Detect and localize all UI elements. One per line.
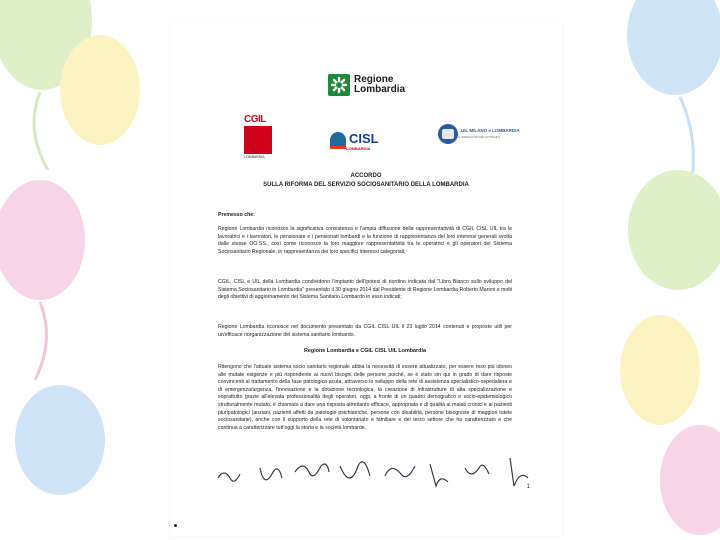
document-title	[170, 172, 562, 190]
balloon-pink-right	[660, 425, 720, 535]
paragraph-1: Regione Lombardia riconosce la significativa consistenza e l'ampia diffusione della rappresentatività di CGIL CISL UIL tra le lavoratrici e i lavoratori, le pensionate e i pensionati lombardi e la funzione di rappresentanza dei loro interessi generali svolta dalle stesse OO.SS., così come riconosce la loro maggiore rappresentatività tra le operatrici e gli operatori del Sistema Sociosanitario Regionale, in rappresentanza dei loro specifici interessi categoriali;	[218, 226, 512, 255]
document-page	[170, 22, 562, 536]
page-number: 1	[526, 484, 530, 490]
cisl-logo	[330, 132, 379, 151]
cgil-text: CGIL	[244, 114, 266, 125]
paragraph-4: Ritengono che l'attuale sistema socio sanitario regionale abbia la necessità di essere attualizzato, per essere reso più idoneo alle mutate esigenze e più rispondente ai nuovi bisogni delle persone poiché, se è stato sin qui in grado di dare risposte convincenti al trattamento della fase patologica acuta, attraverso lo sviluppo della rete di assistenza specialistico-ospedaliera e di emergenza/urgenza, l'innovazione e la dotazione tecnologica, la creazione di infrastrutture di alta specializzazione e soprattutto grazie all'elevata professionalità degli operatori, oggi, a fronte di un quadro demografico e socio-epidemiologico strutturalmente mutato, è chiamato a dare una risposta altrettanto efficace, appropriata e di qualità ai malati cronici e ai pazienti pluripatologici (anziani, pazienti affetti da patologie psichiatriche, persone con disabilità, persone bisognose di maggiori tutele sociosanitarie), anche con il supporto della rete di volontariato e familiare e del terzo settore che ha caratterizzato e che continua a caratterizzare tutt'oggi la storia e la società lombarde.	[218, 364, 512, 431]
balloon-pink	[0, 180, 85, 380]
cisl-text: CISL	[349, 131, 379, 146]
regione-lombardia-icon	[328, 74, 350, 96]
bullet-dot	[174, 524, 177, 527]
title-line-2: SULLA RIFORMA DEL SERVIZIO SOCIOSANITARIO DELLA LOMBARDIA	[263, 182, 469, 188]
premesso-heading: Premesso che:	[218, 212, 255, 218]
balloon-yellow-right	[620, 315, 700, 425]
cgil-logo	[244, 114, 274, 159]
paragraph-3: Regione Lombardia riconosce nel documento presentato da CGIL CISL UIL il 23 luglio 2014 contenuti e proposte utili per un'efficace riorganizzazione del sistema sanitario lombardo.	[218, 324, 512, 338]
cgil-subtitle: LOMBARDIA	[244, 155, 265, 159]
cisl-subtitle: LOMBARDIA	[346, 146, 371, 151]
paragraph-2: CGIL, CISL e UIL della Lombardia condividono l'impianto dell'ipotesi di riordino indicata dal "Libro Bianco sullo sviluppo del Sistema Sociosanitario in Lombardia" presentato il 30 giugno 2014 dal Presidente di Regione Lombardia Roberto Maroni e molti degli obiettivi di aggiornamento del Sistema Sanitario Lombardo in esso indicati;	[218, 279, 512, 301]
signatures	[210, 454, 550, 494]
balloon-yellow	[60, 35, 140, 145]
section-heading: Regione Lombardia e CGIL CISL UIL Lombardia	[304, 348, 426, 354]
uil-icon	[438, 124, 458, 144]
regione-lombardia-text: Regione Lombardia	[354, 74, 406, 95]
balloon-blue	[627, 0, 720, 190]
cisl-icon	[330, 132, 346, 146]
balloon-blue-left	[15, 385, 105, 495]
union-logos	[170, 114, 562, 158]
uil-subtitle: IL SINDACATO DEI CITTADINI	[458, 135, 500, 139]
uil-text: UIL MILANO e LOMBARDIA	[461, 128, 520, 133]
cgil-red-block	[244, 126, 272, 154]
title-line-1: ACCORDO	[350, 173, 382, 179]
uil-logo	[438, 124, 520, 144]
balloon-green-right	[628, 170, 720, 290]
regione-lombardia-logo	[328, 74, 406, 96]
